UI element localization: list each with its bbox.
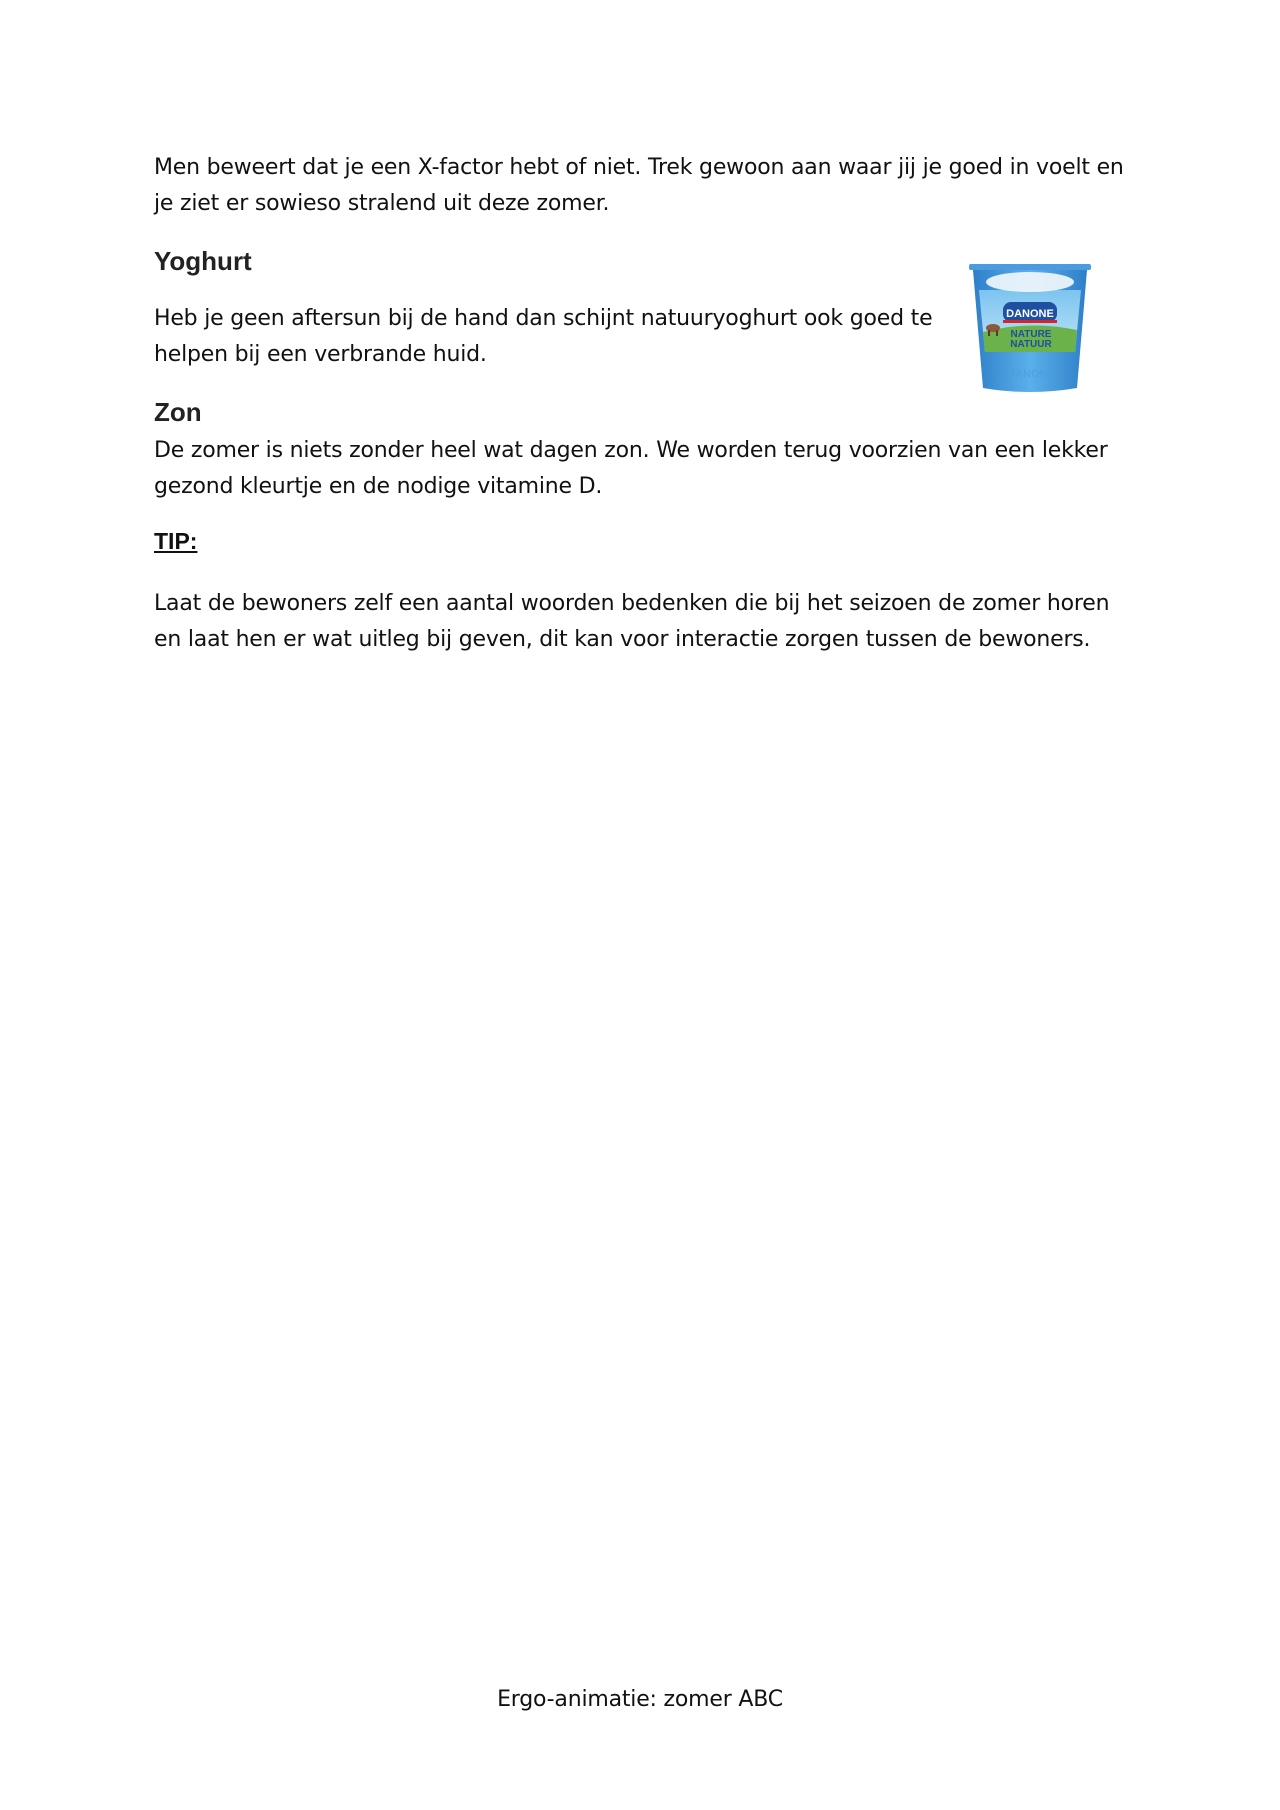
zon-paragraph: De zomer is niets zonder heel wat dagen zon. We worden terug voorzien van een lekker gezond kleurtje en de nodige vitamine D. (154, 438, 1108, 499)
natuur-label: NATUUR (1010, 339, 1052, 350)
brand-watermark: DANONE (1007, 368, 1055, 380)
intro-paragraph: Men beweert dat je een X-factor hebt of niet. Trek gewoon aan waar jij je goed in voelt en je ziet er sowieso stralend uit deze zomer. (154, 155, 1124, 216)
nature-label: NATURE (1010, 329, 1052, 340)
tip-paragraph: Laat de bewoners zelf een aantal woorden bedenken die bij het seizoen de zomer horen en laat hen er wat uitleg bij geven, dit kan voor interactie zorgen tussen de bewoners. (154, 591, 1110, 652)
heading-zon: Zon (154, 397, 202, 427)
page-footer: Ergo-animatie: zomer ABC (497, 1687, 783, 1712)
heading-yoghurt: Yoghurt (154, 246, 252, 276)
tip-heading: TIP: (154, 528, 198, 554)
brand-label: DANONE (1006, 308, 1054, 320)
yoghurt-cup-image (965, 260, 1095, 400)
yoghurt-paragraph: Heb je geen aftersun bij de hand dan schijnt natuuryoghurt ook goed te helpen bij een verbrande huid. (154, 306, 933, 367)
